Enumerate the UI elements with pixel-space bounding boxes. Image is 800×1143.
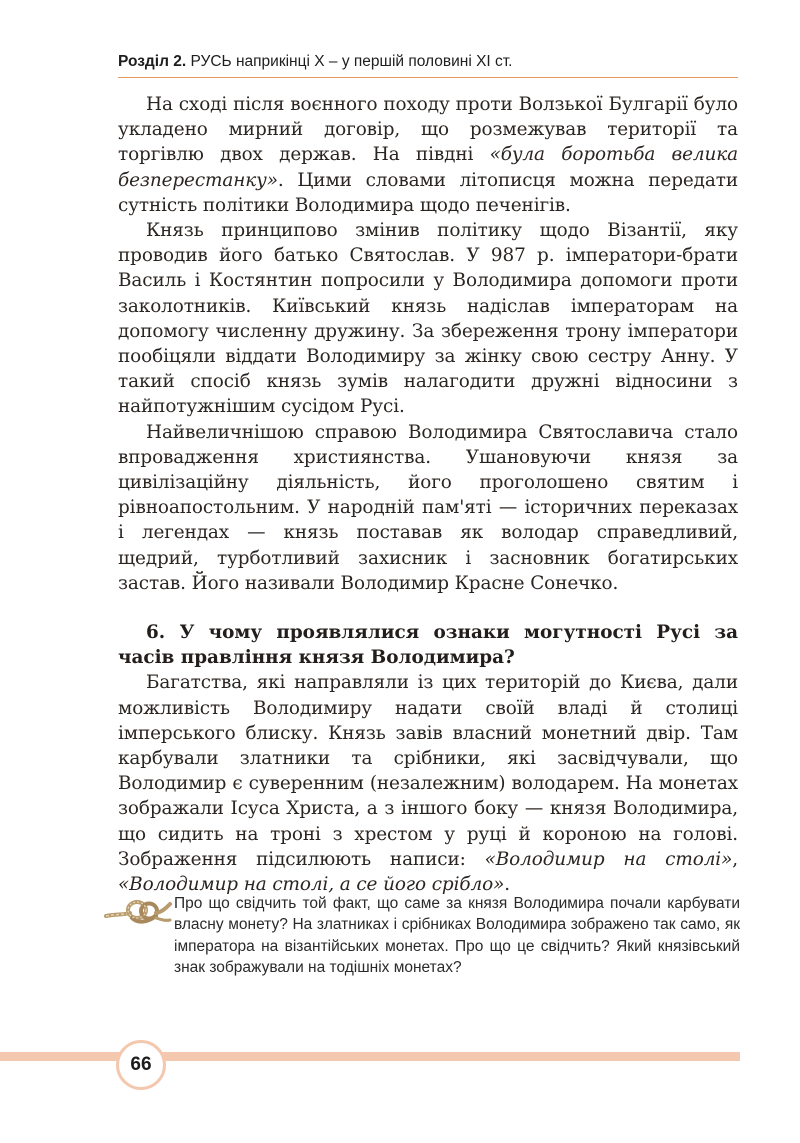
coin-inscription-2: «Володимир на столі, а се його срібло» xyxy=(118,874,505,896)
chronicle-quote: «була боротьба велика безперестанку» xyxy=(118,144,738,191)
header-divider xyxy=(118,77,738,78)
page-header xyxy=(118,53,738,71)
rope-knot-icon xyxy=(104,898,174,928)
task-question: Про що свідчить той факт, що саме за князя Володимира почали карбувати власну монету? На златниках і срібниках Володимира зображено так само, як імператора на візантійських монетах. Про що це свідчить? Який князівський знак зображували на тодішніх монетах? xyxy=(174,895,740,977)
paragraph-east-south: На сході після воєнного походу проти Волзької Булгарії було укладено мирний договір, що розмежував території та торгівлю двох держав. На півдні «була боротьба велика безперестанку». Цими словами літописця можна передати сутність політики Володимира щодо печенігів. xyxy=(118,94,738,216)
paragraph-byzantium: Князь принципово змінив політику щодо Візантії, яку проводив його батько Святослав. У 987 р. імператори-брати Василь і Костянтин попросили у Володимира допомоги проти заколотників. Київський князь надіслав імператорам на допомогу численну дружину. За збереження трону імператори пообіцяли віддати Володимиру за жінку свою сестру Анну. У такий спосіб князь зумів налагодити дружні відносини з найпотужнішим сусідом Русі. xyxy=(118,220,738,418)
footer-band xyxy=(0,1052,740,1061)
paragraph-christianity: Найвеличнішою справою Володимира Святославича стало впровадження християнства. Ушановуючи князя за цивілізаційну діяльність, його проголошено святим і рівноапостольним. У народній пам'яті — історичних переказах і легендах — князь поставав як володар справедливий, щедрий, турботливий захисник і засновник богатирських застав. Його називали Володимир Красне Сонечко. xyxy=(118,421,738,594)
section-title: РУСЬ наприкінці Х – у першій половині ХІ ст. xyxy=(190,53,513,70)
page-number: 66 xyxy=(130,1054,152,1075)
question-heading-6: 6. У чому проявлялися ознаки могутності Русі за часів правління князя Володимира? xyxy=(118,622,738,669)
paragraph-coins: Багатства, які направляли із цих територій до Києва, дали можливість Володимиру надати своїй владі й столиці імперського блиску. Князь завів власний монетний двір. Там карбували златники та срібники, які засвідчували, що Володимир є суверенним (незалежним) володарем. На монетах зображали Ісуса Христа, а з іншого боку — князя Володимира, що сидить на троні з хрестом у руці й короною на голові. Зображення підсилюють написи: «Володимир на столі», «Володимир на столі, а се його срібло». xyxy=(118,672,738,896)
coin-inscription-1: «Володимир на столі» xyxy=(484,848,733,870)
section-label: Розділ 2. xyxy=(118,53,187,70)
main-text xyxy=(118,92,738,897)
